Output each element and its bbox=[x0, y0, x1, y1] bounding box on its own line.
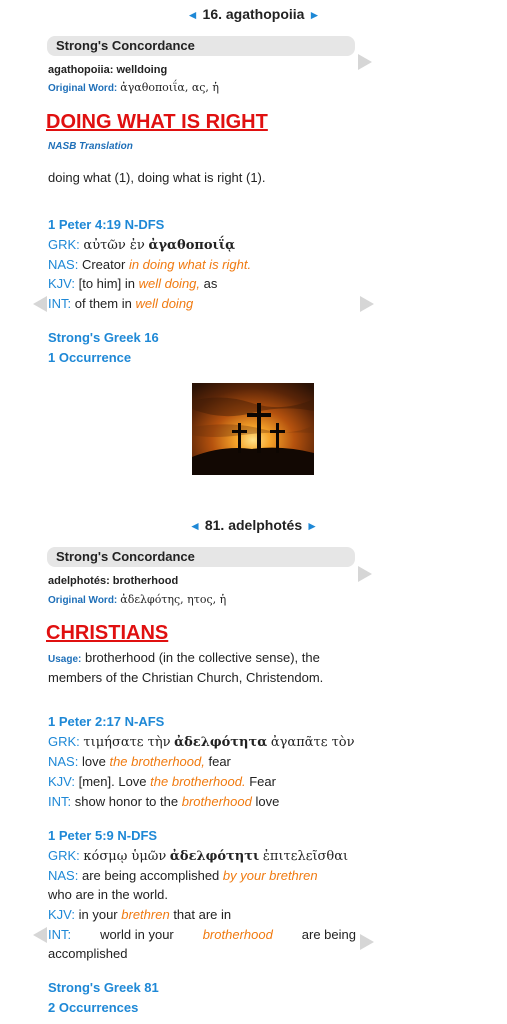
int-text-after: are being bbox=[301, 927, 356, 942]
int-label: INT: bbox=[48, 927, 72, 942]
usage-label: Usage: bbox=[48, 654, 82, 665]
grk-text-after: ἀγαπᾶτε τὸν bbox=[270, 735, 355, 750]
nas-text: Creator bbox=[81, 257, 126, 272]
original-word bbox=[48, 593, 226, 606]
kjv-line bbox=[48, 276, 217, 291]
int-line bbox=[48, 794, 279, 809]
grk-line bbox=[48, 848, 348, 864]
word-nav-16 bbox=[0, 6, 507, 22]
crosses-sunset-image bbox=[192, 383, 314, 475]
grk-label: GRK: bbox=[48, 734, 80, 749]
nas-line bbox=[48, 868, 318, 883]
original-word-label: Original Word: bbox=[48, 83, 118, 94]
kjv-label: KJV: bbox=[48, 774, 75, 789]
strongs-greek-link[interactable]: Strong's Greek 81 bbox=[48, 980, 159, 995]
grk-highlight: ἀδελφότητι bbox=[169, 849, 260, 864]
int-text: show honor to the bbox=[74, 794, 179, 809]
original-word bbox=[48, 81, 219, 94]
int-label: INT: bbox=[48, 296, 72, 311]
kjv-highlight: well doing, bbox=[138, 276, 201, 291]
nav-title[interactable]: 81. adelphotés bbox=[204, 517, 303, 533]
nas-text-after: fear bbox=[208, 754, 231, 769]
triangle-left-icon[interactable] bbox=[33, 296, 47, 312]
kjv-text-after: Fear bbox=[249, 774, 276, 789]
int-line bbox=[48, 927, 356, 942]
usage-line-2: members of the Christian Church, Christendom. bbox=[48, 670, 324, 685]
int-highlight: brotherhood bbox=[202, 927, 273, 942]
original-word-greek: ἀγαθοποιΐα, ας, ἡ bbox=[120, 81, 220, 94]
grk-text: τιμήσατε τὴν bbox=[83, 735, 171, 750]
arrow-right-icon[interactable]: ► bbox=[308, 8, 321, 22]
arrow-left-icon[interactable]: ◄ bbox=[186, 8, 199, 22]
int-highlight: brotherhood bbox=[181, 794, 252, 809]
entry-heading: DOING WHAT IS RIGHT bbox=[46, 111, 268, 133]
occurrences-link[interactable]: 1 Occurrence bbox=[48, 350, 132, 365]
grk-label: GRK: bbox=[48, 237, 80, 252]
kjv-line bbox=[48, 774, 276, 789]
int-line-continued: accomplished bbox=[48, 946, 128, 961]
int-line bbox=[48, 296, 193, 311]
nas-highlight: by your brethren bbox=[222, 868, 318, 883]
kjv-highlight: brethren bbox=[121, 907, 170, 922]
arrow-left-icon[interactable]: ◄ bbox=[188, 519, 201, 533]
grk-line bbox=[48, 734, 355, 750]
word-definition: adelphotés: brotherhood bbox=[48, 575, 179, 587]
usage-line-1 bbox=[48, 650, 320, 665]
original-word-greek: ἀδελφότης, ητος, ἡ bbox=[120, 593, 227, 606]
usage-text: brotherhood (in the collective sense), the bbox=[84, 650, 320, 665]
occurrences-link[interactable]: 2 Occurrences bbox=[48, 1000, 139, 1015]
nas-text: are being accomplished bbox=[81, 868, 220, 883]
grk-line bbox=[48, 237, 235, 253]
concordance-title: Strong's Concordance bbox=[56, 38, 195, 53]
nas-line bbox=[48, 257, 251, 272]
nas-text: love bbox=[81, 754, 106, 769]
verse-reference[interactable]: 1 Peter 2:17 N-AFS bbox=[48, 714, 165, 729]
strongs-greek-link[interactable]: Strong's Greek 16 bbox=[48, 330, 159, 345]
triangle-right-icon[interactable] bbox=[358, 566, 372, 582]
kjv-text: [to him] in bbox=[78, 276, 135, 291]
grk-highlight: ἀγαθοποιΐᾳ bbox=[148, 238, 236, 253]
kjv-label: KJV: bbox=[48, 276, 75, 291]
nas-label: NAS: bbox=[48, 868, 79, 883]
nas-label: NAS: bbox=[48, 754, 79, 769]
kjv-line bbox=[48, 907, 231, 922]
nav-title[interactable]: 16. agathopoiia bbox=[202, 6, 305, 22]
grk-text: κόσμῳ ὑμῶν bbox=[83, 849, 167, 864]
nas-highlight: in doing what is right. bbox=[128, 257, 252, 272]
grk-text-after: ἐπιτελεῖσθαι bbox=[262, 849, 349, 864]
int-text: world in your bbox=[100, 927, 174, 942]
arrow-right-icon[interactable]: ► bbox=[306, 519, 319, 533]
grk-label: GRK: bbox=[48, 848, 80, 863]
nas-line bbox=[48, 754, 231, 769]
triangle-left-icon[interactable] bbox=[33, 927, 47, 943]
word-definition: agathopoiia: welldoing bbox=[48, 64, 168, 76]
kjv-text: in your bbox=[78, 907, 118, 922]
triangle-right-icon[interactable] bbox=[360, 934, 374, 950]
triangle-right-icon[interactable] bbox=[360, 296, 374, 312]
nas-highlight: the brotherhood, bbox=[109, 754, 205, 769]
triangle-right-icon[interactable] bbox=[358, 54, 372, 70]
grk-highlight: ἀδελφότητα bbox=[174, 735, 268, 750]
nasb-label: NASB Translation bbox=[48, 141, 133, 152]
verse-reference[interactable]: 1 Peter 4:19 N-DFS bbox=[48, 217, 165, 232]
nas-line-continued: who are in the world. bbox=[48, 887, 168, 902]
kjv-text: [men]. Love bbox=[78, 774, 147, 789]
kjv-text-after: that are in bbox=[173, 907, 232, 922]
word-nav-81 bbox=[0, 517, 507, 533]
entry-heading: CHRISTIANS bbox=[46, 622, 169, 644]
crosses-sunset-illustration bbox=[192, 383, 314, 475]
verse-reference[interactable]: 1 Peter 5:9 N-DFS bbox=[48, 828, 158, 843]
nasb-translation: doing what (1), doing what is right (1). bbox=[48, 170, 266, 185]
int-highlight: well doing bbox=[135, 296, 194, 311]
kjv-text-after: as bbox=[203, 276, 218, 291]
kjv-label: KJV: bbox=[48, 907, 75, 922]
int-text: of them in bbox=[74, 296, 132, 311]
int-text-after: love bbox=[255, 794, 280, 809]
kjv-highlight: the brotherhood. bbox=[150, 774, 246, 789]
original-word-label: Original Word: bbox=[48, 595, 118, 606]
grk-text: αὐτῶν ἐν bbox=[83, 238, 145, 253]
concordance-title: Strong's Concordance bbox=[56, 549, 195, 564]
nas-label: NAS: bbox=[48, 257, 79, 272]
int-label: INT: bbox=[48, 794, 72, 809]
